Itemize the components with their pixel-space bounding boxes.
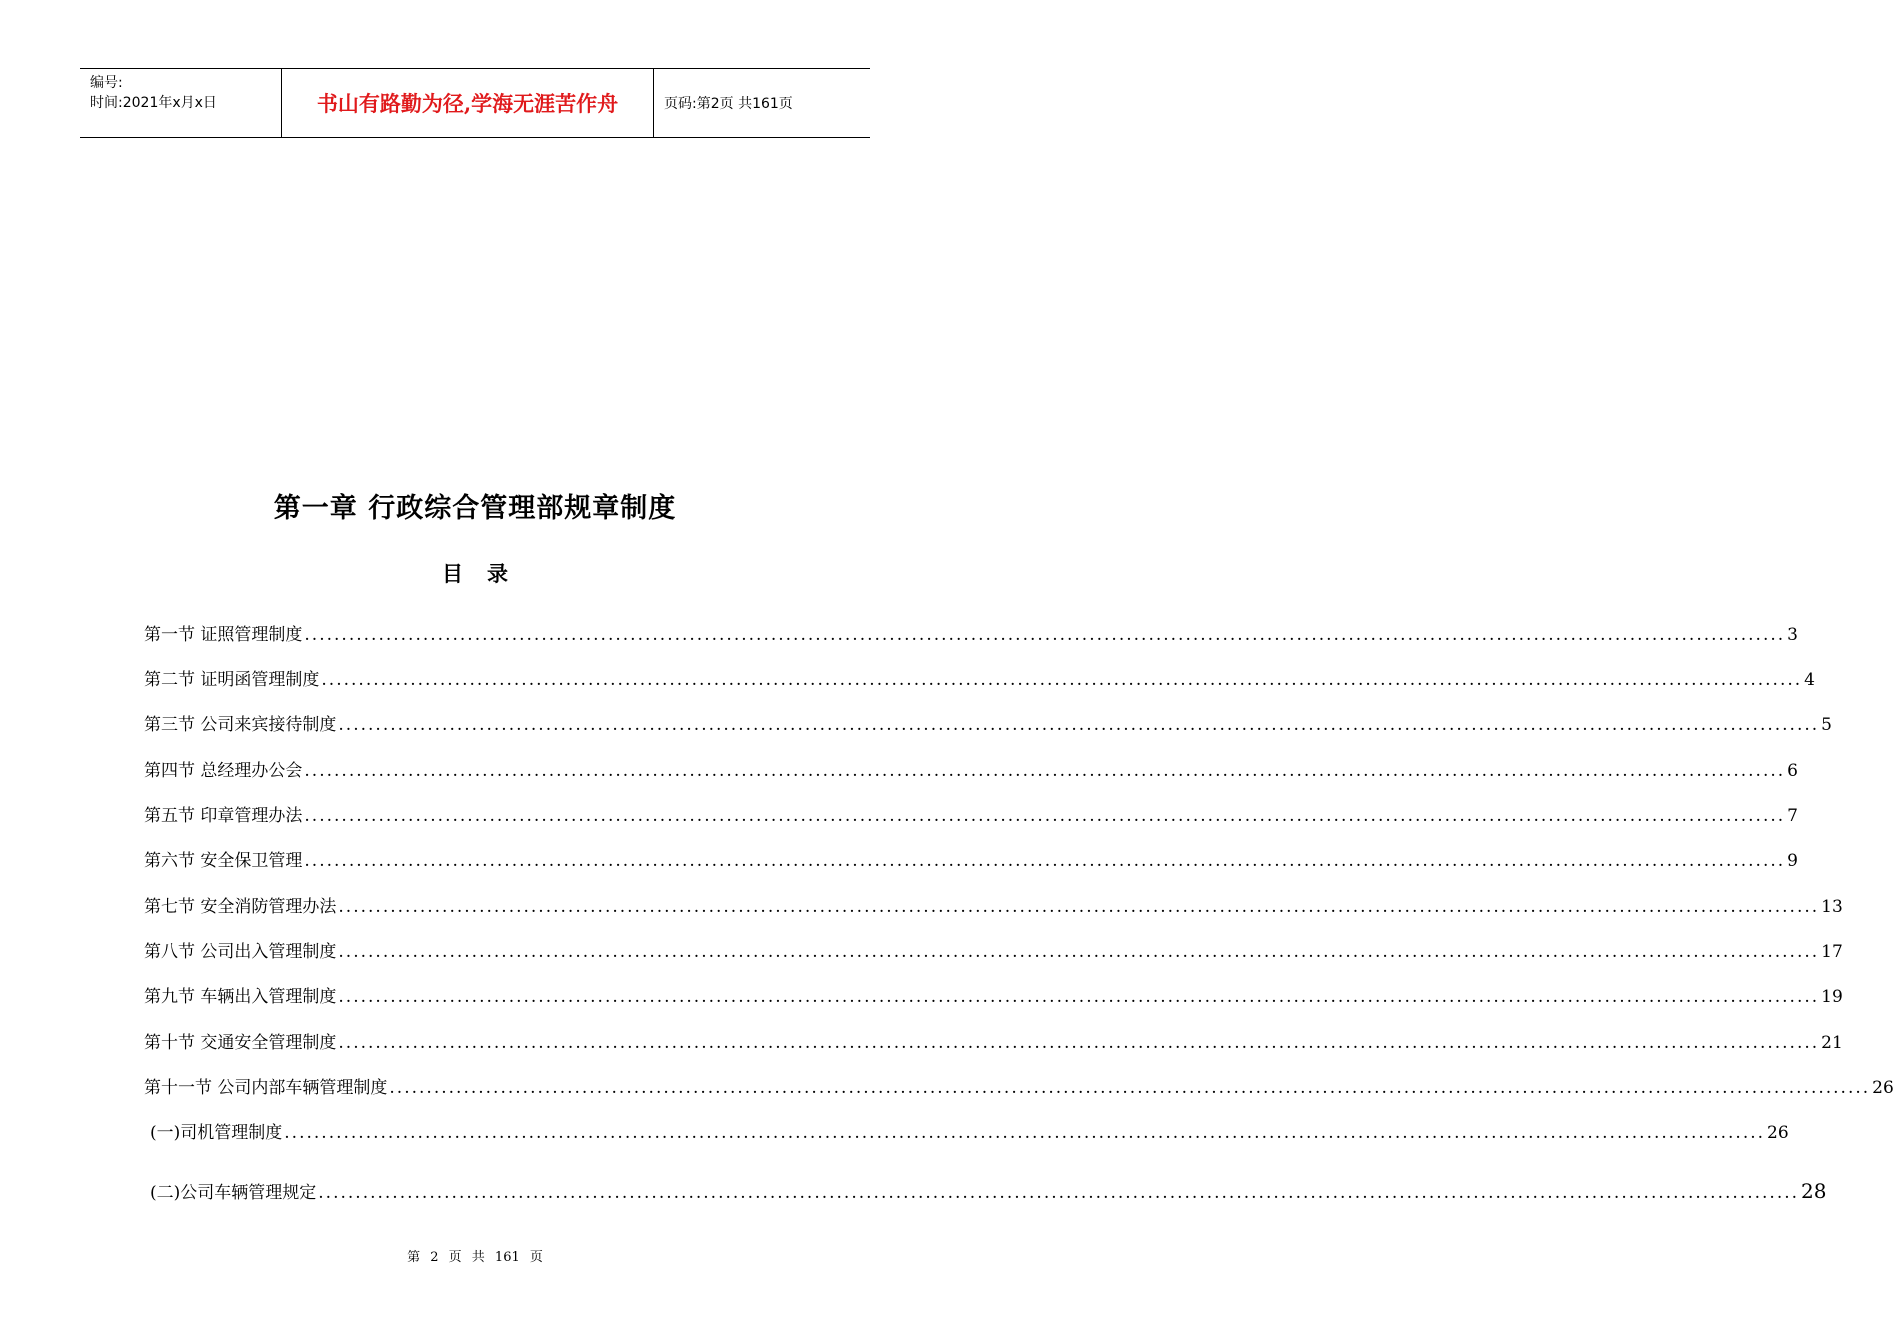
header-meta [80, 69, 282, 137]
toc-entry[interactable] [144, 1070, 1894, 1098]
toc-entry-page: 6 [1787, 761, 1798, 781]
toc-leader-dots: ........................................................................................................................................................................................................ [338, 987, 1820, 1007]
toc-entry-label: (一)司机管理制度 [150, 1123, 283, 1143]
toc-entry-page: 5 [1821, 715, 1832, 735]
page-header [80, 68, 870, 138]
toc-leader-dots: ........................................................................................................................................................................................................ [389, 1078, 1871, 1098]
toc-entry-page: 13 [1821, 897, 1843, 917]
header-motto: 书山有路勤为径,学海无涯苦作舟 [282, 69, 654, 137]
toc-entry-label: 第八节 公司出入管理制度 [144, 942, 337, 962]
toc-entry[interactable] [144, 889, 1843, 917]
toc-leader-dots: ........................................................................................................................................................................................................ [338, 1033, 1820, 1053]
toc-leader-dots: ........................................................................................................................................................................................................ [338, 715, 1820, 735]
toc-entry-page: 21 [1821, 1033, 1843, 1053]
toc-heading: 目录 [442, 561, 532, 586]
toc-entry-label: (二)公司车辆管理规定 [150, 1183, 317, 1203]
page-footer: 第 2 页 共 161 页 [407, 1250, 543, 1265]
toc-entry[interactable] [144, 979, 1843, 1007]
toc-entry-label: 第十一节 公司内部车辆管理制度 [144, 1078, 388, 1098]
toc-entry-page: 26 [1872, 1078, 1894, 1098]
toc-entry-label: 第七节 安全消防管理办法 [144, 897, 337, 917]
toc-entry-page: 17 [1821, 942, 1843, 962]
toc-entry[interactable] [144, 753, 1798, 781]
toc-leader-dots: ........................................................................................................................................................................................................ [338, 942, 1820, 962]
toc-leader-dots: ........................................................................................................................................................................................................ [304, 761, 1786, 781]
toc-entry-page: 3 [1787, 625, 1798, 645]
toc-leader-dots: ........................................................................................................................................................................................................ [304, 625, 1786, 645]
header-page-info: 页码:第2页 共161页 [664, 96, 793, 112]
toc-entry[interactable] [144, 617, 1798, 645]
toc-entry-label: 第一节 证照管理制度 [144, 625, 303, 645]
toc-leader-dots: ........................................................................................................................................................................................................ [321, 670, 1803, 690]
toc-entry-label: 第六节 安全保卫管理 [144, 851, 303, 871]
toc-entry-label: 第二节 证明函管理制度 [144, 670, 320, 690]
toc-entry[interactable] [144, 934, 1843, 962]
toc-entry-label: 第九节 车辆出入管理制度 [144, 987, 337, 1007]
toc-entry-page: 28 [1801, 1179, 1827, 1203]
toc-entry[interactable] [144, 707, 1832, 735]
toc-leader-dots: ........................................................................................................................................................................................................ [304, 851, 1786, 871]
toc-entry[interactable] [144, 798, 1798, 826]
chapter-title: 第一章 行政综合管理部规章制度 [273, 493, 677, 524]
toc-leader-dots: ........................................................................................................................................................................................................ [284, 1123, 1766, 1143]
toc-entry-page: 9 [1787, 851, 1798, 871]
toc-leader-dots: ........................................................................................................................................................................................................ [338, 897, 1820, 917]
toc-entry-label: 第五节 印章管理办法 [144, 806, 303, 826]
toc-entry[interactable] [144, 843, 1798, 871]
toc-entry[interactable] [144, 1025, 1843, 1053]
header-time-label: 时间:2021年x月x日 [90, 95, 217, 111]
toc-entry-page: 7 [1787, 806, 1798, 826]
toc-entry-page: 26 [1767, 1123, 1789, 1143]
toc-entry[interactable] [150, 1115, 1789, 1143]
toc-entry-page: 4 [1804, 670, 1815, 690]
toc-entry[interactable] [144, 662, 1815, 690]
header-number-label: 编号: [90, 75, 123, 91]
toc-entry-label: 第三节 公司来宾接待制度 [144, 715, 337, 735]
toc-entry-label: 第四节 总经理办公会 [144, 761, 303, 781]
toc-leader-dots: ........................................................................................................................................................................................................ [318, 1183, 1800, 1203]
toc-entry-label: 第十节 交通安全管理制度 [144, 1033, 337, 1053]
toc-entry[interactable] [150, 1175, 1827, 1203]
toc-leader-dots: ........................................................................................................................................................................................................ [304, 806, 1786, 826]
toc-entry-page: 19 [1821, 987, 1843, 1007]
